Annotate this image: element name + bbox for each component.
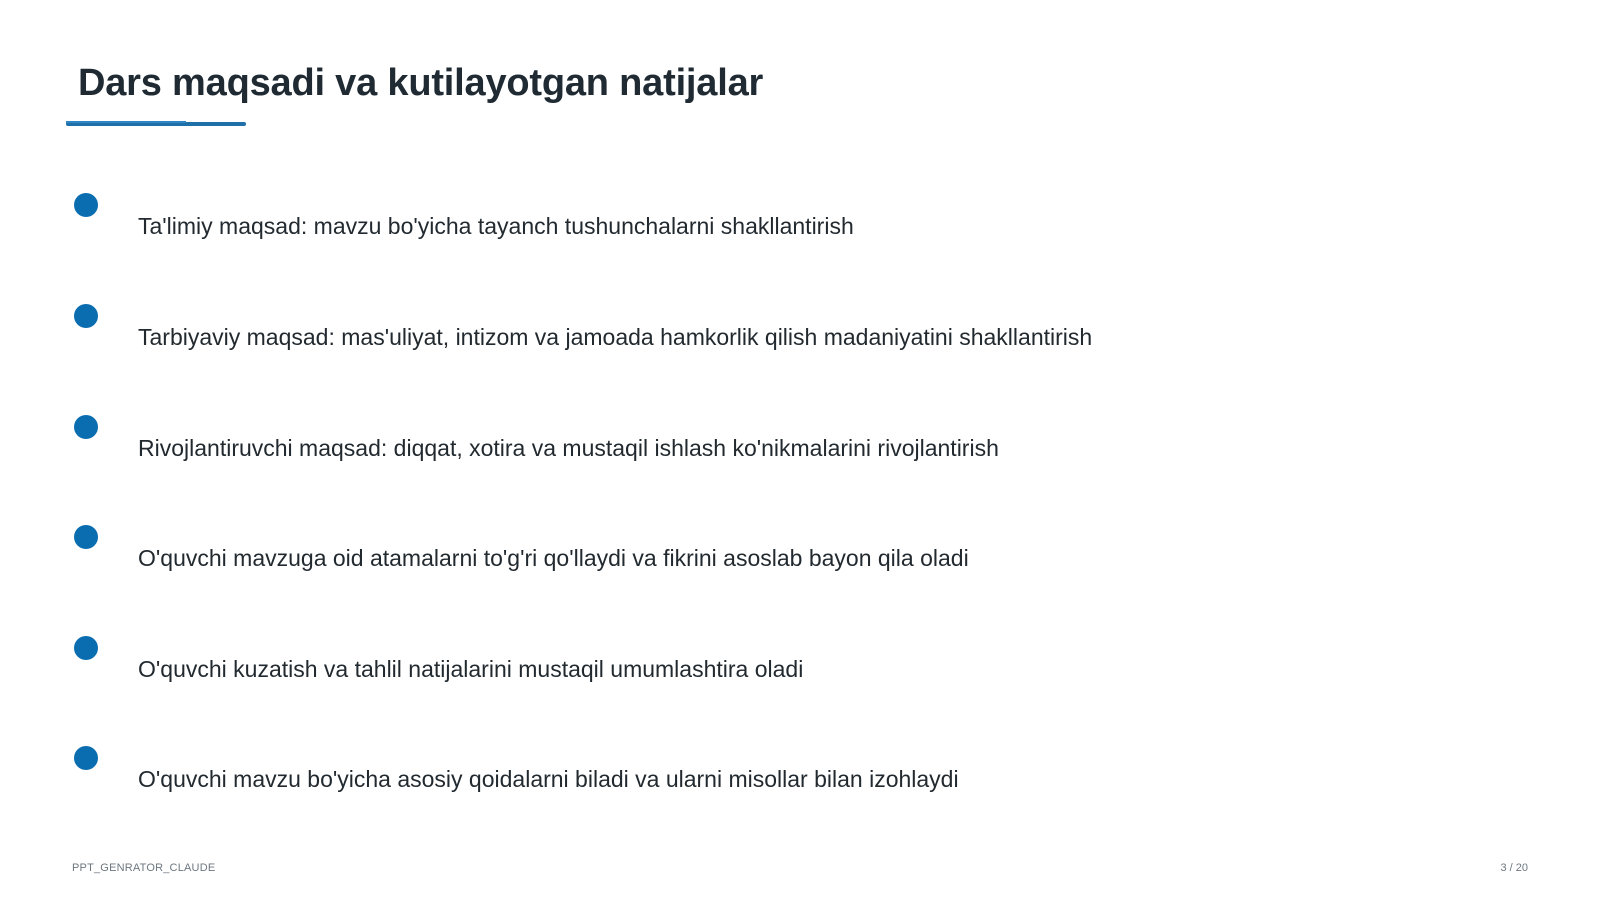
bullet-item	[0, 746, 1600, 826]
bullet-dot-icon	[74, 304, 98, 328]
slide-title: Dars maqsadi va kutilayotgan natijalar	[78, 62, 764, 104]
bullet-text: O'quvchi mavzuga oid atamalarni to'g'ri qo'llaydi va fikrini asoslab bayon qila oladi	[138, 545, 969, 571]
bullet-item	[0, 636, 1600, 716]
bullet-item	[0, 304, 1600, 384]
page-number: 3 / 20	[1500, 862, 1528, 874]
bullet-dot-icon	[74, 636, 98, 660]
bullet-item	[0, 415, 1600, 495]
bullet-dot-icon	[74, 746, 98, 770]
bullet-dot-icon	[74, 415, 98, 439]
bullet-dot-icon	[74, 525, 98, 549]
bullet-item	[0, 525, 1600, 605]
bullet-text: Ta'limiy maqsad: mavzu bo'yicha tayanch tushunchalarni shakllantirish	[138, 213, 854, 239]
bullet-text: Rivojlantiruvchi maqsad: diqqat, xotira va mustaqil ishlash ko'nikmalarini rivojlantirish	[138, 435, 999, 461]
bullet-dot-icon	[74, 193, 98, 217]
bullet-text: O'quvchi mavzu bo'yicha asosiy qoidalarni biladi va ularni misollar bilan izohlaydi	[138, 766, 959, 792]
footer-generator-label: PPT_GENRATOR_CLAUDE	[72, 862, 216, 874]
bullet-item	[0, 193, 1600, 273]
bullet-text: Tarbiyaviy maqsad: mas'uliyat, intizom va jamoada hamkorlik qilish madaniyatini shakllantirish	[138, 324, 1093, 350]
bullet-text: O'quvchi kuzatish va tahlil natijalarini mustaqil umumlashtira oladi	[138, 656, 804, 682]
